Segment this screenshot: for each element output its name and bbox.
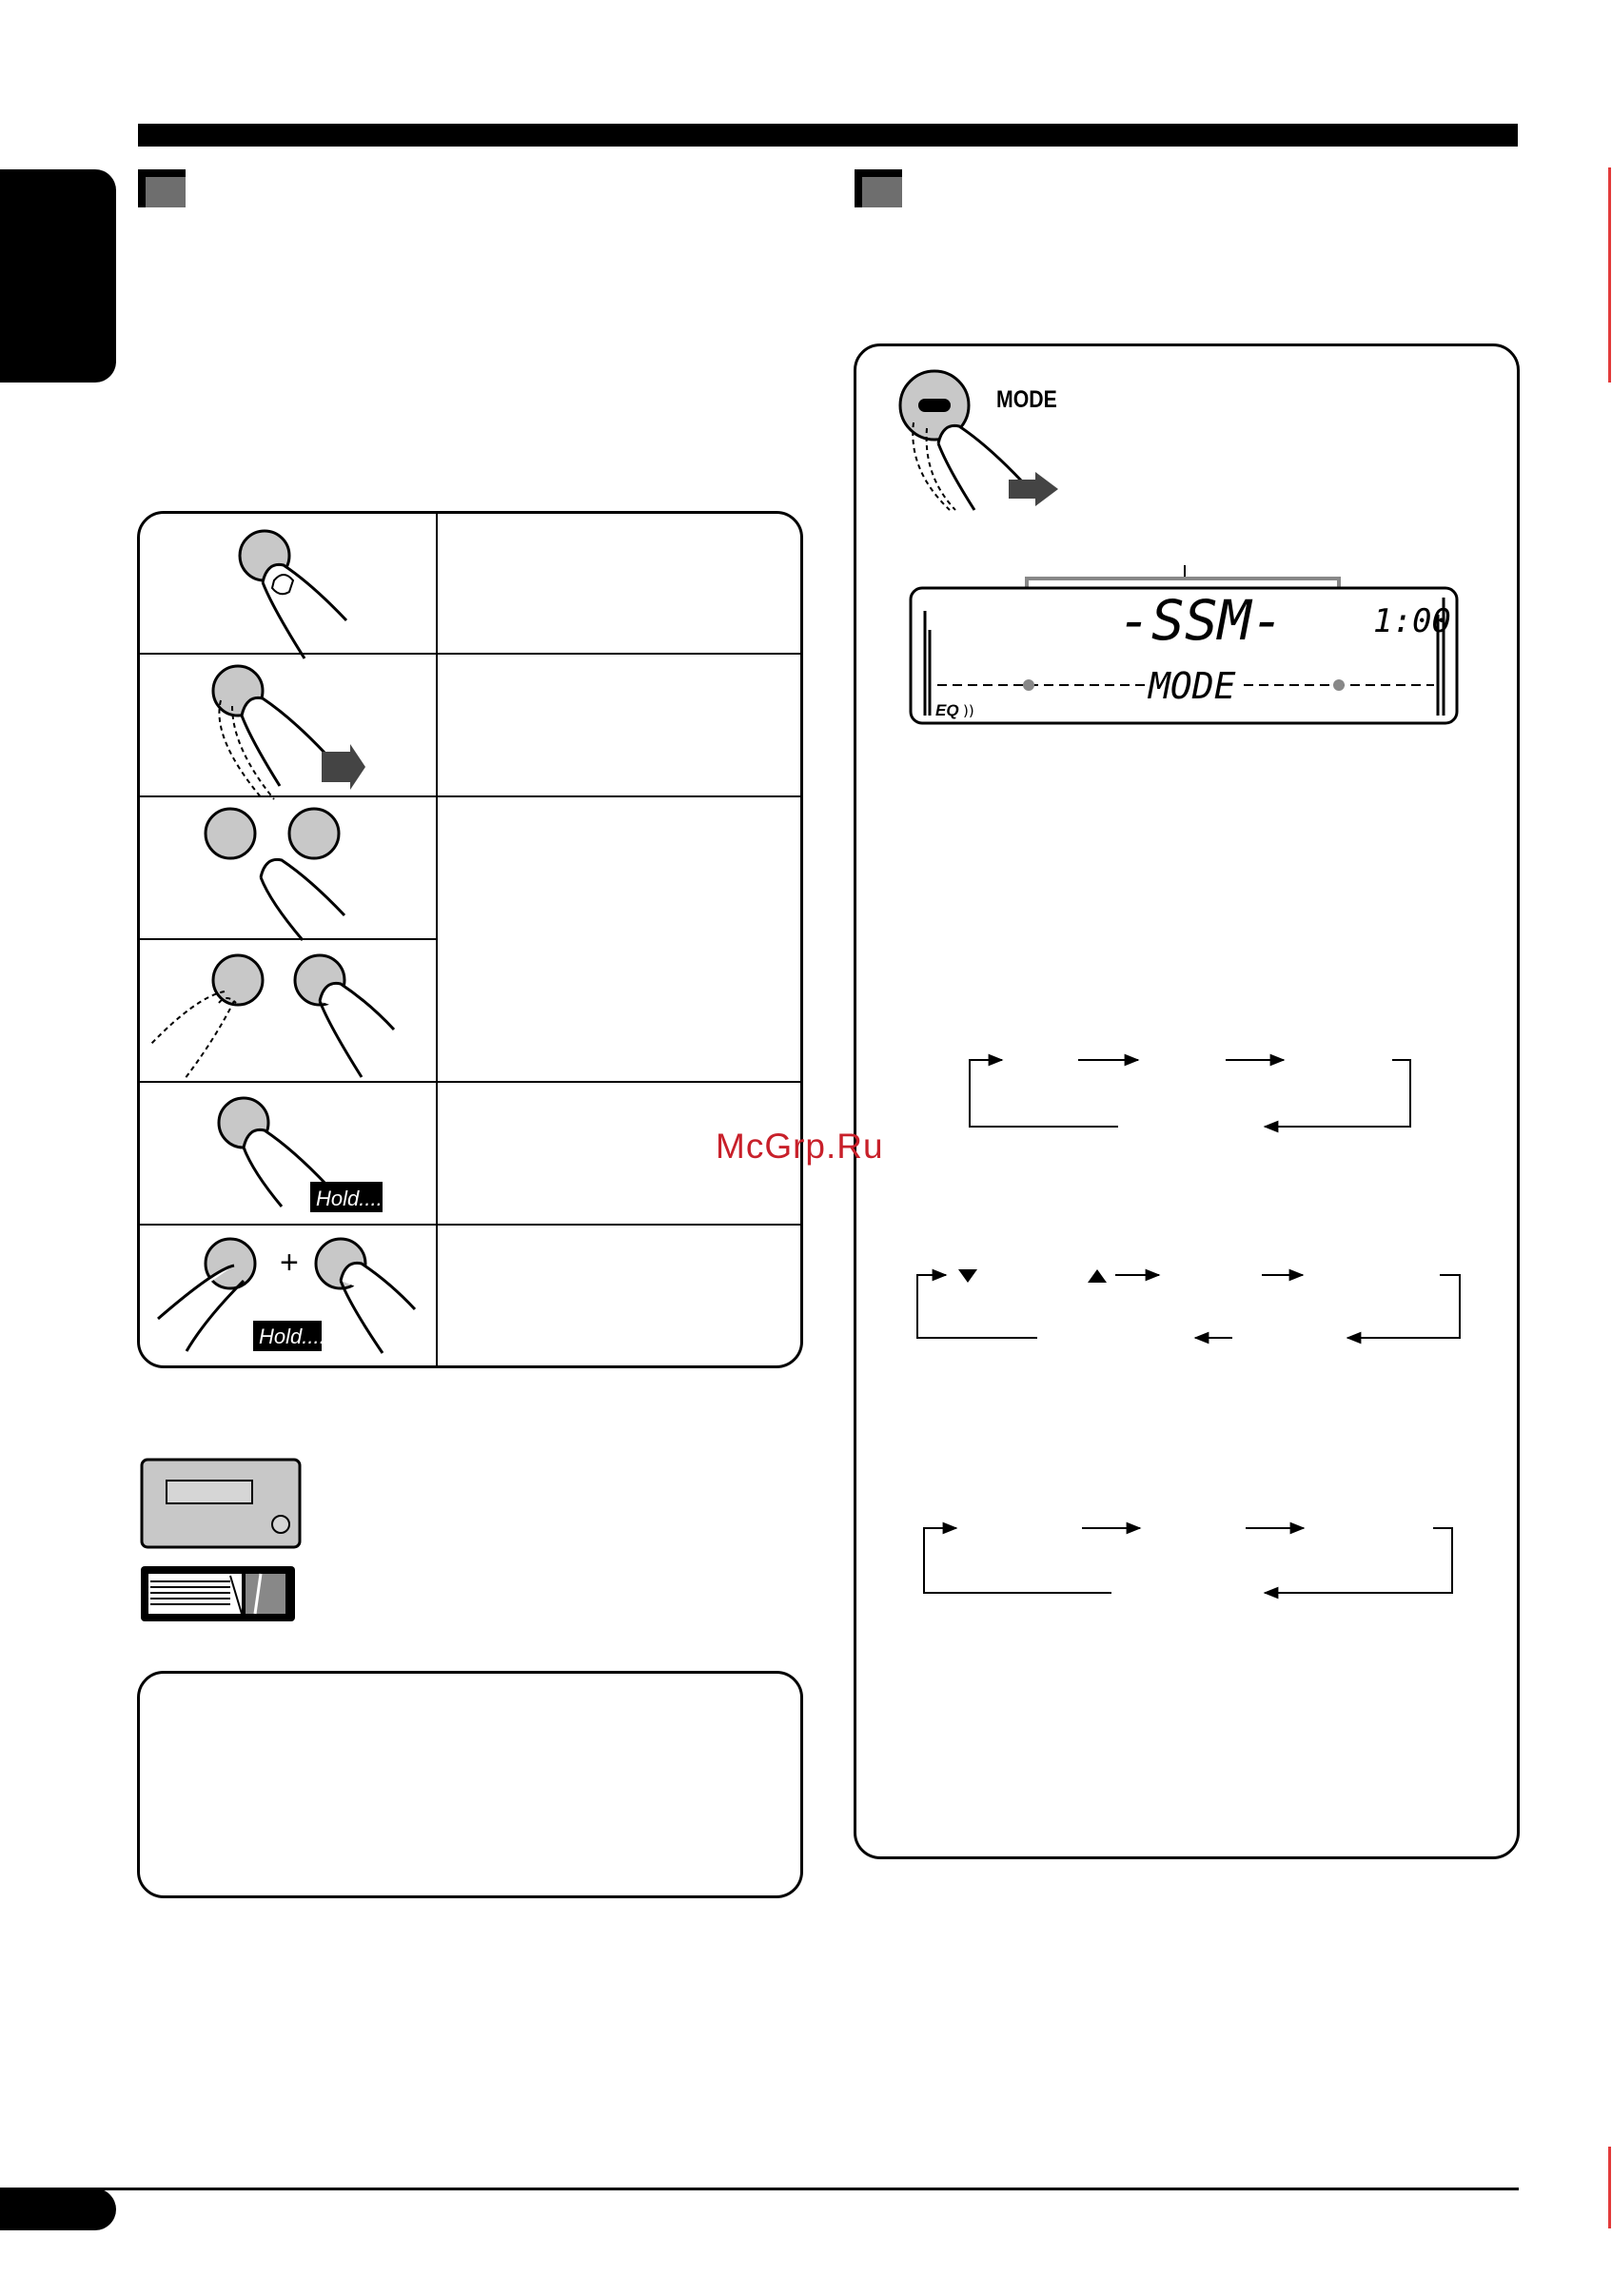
lcd-clock: 1:00 (1373, 602, 1451, 640)
up-triangle-icon (1088, 1269, 1107, 1283)
eq-indicator: EQ (935, 701, 959, 719)
edge-mark-top (1608, 167, 1611, 383)
lcd-main-text: -SSM- (1118, 588, 1285, 653)
watermark: McGrp.Ru (716, 1127, 884, 1166)
plus-sign: + (280, 1245, 299, 1281)
eq-wave-icon: )) (963, 702, 974, 719)
down-triangle-icon (958, 1269, 977, 1283)
hold-badge-2: Hold.... (259, 1325, 325, 1348)
hold-badge-1: Hold.... (316, 1187, 383, 1210)
lcd-sub-text: MODE (1149, 665, 1236, 707)
page-number-tab (0, 2188, 116, 2230)
edge-mark-bottom (1608, 2147, 1611, 2228)
mode-button-label: MODE (996, 386, 1057, 413)
footer-line (0, 2188, 1519, 2190)
